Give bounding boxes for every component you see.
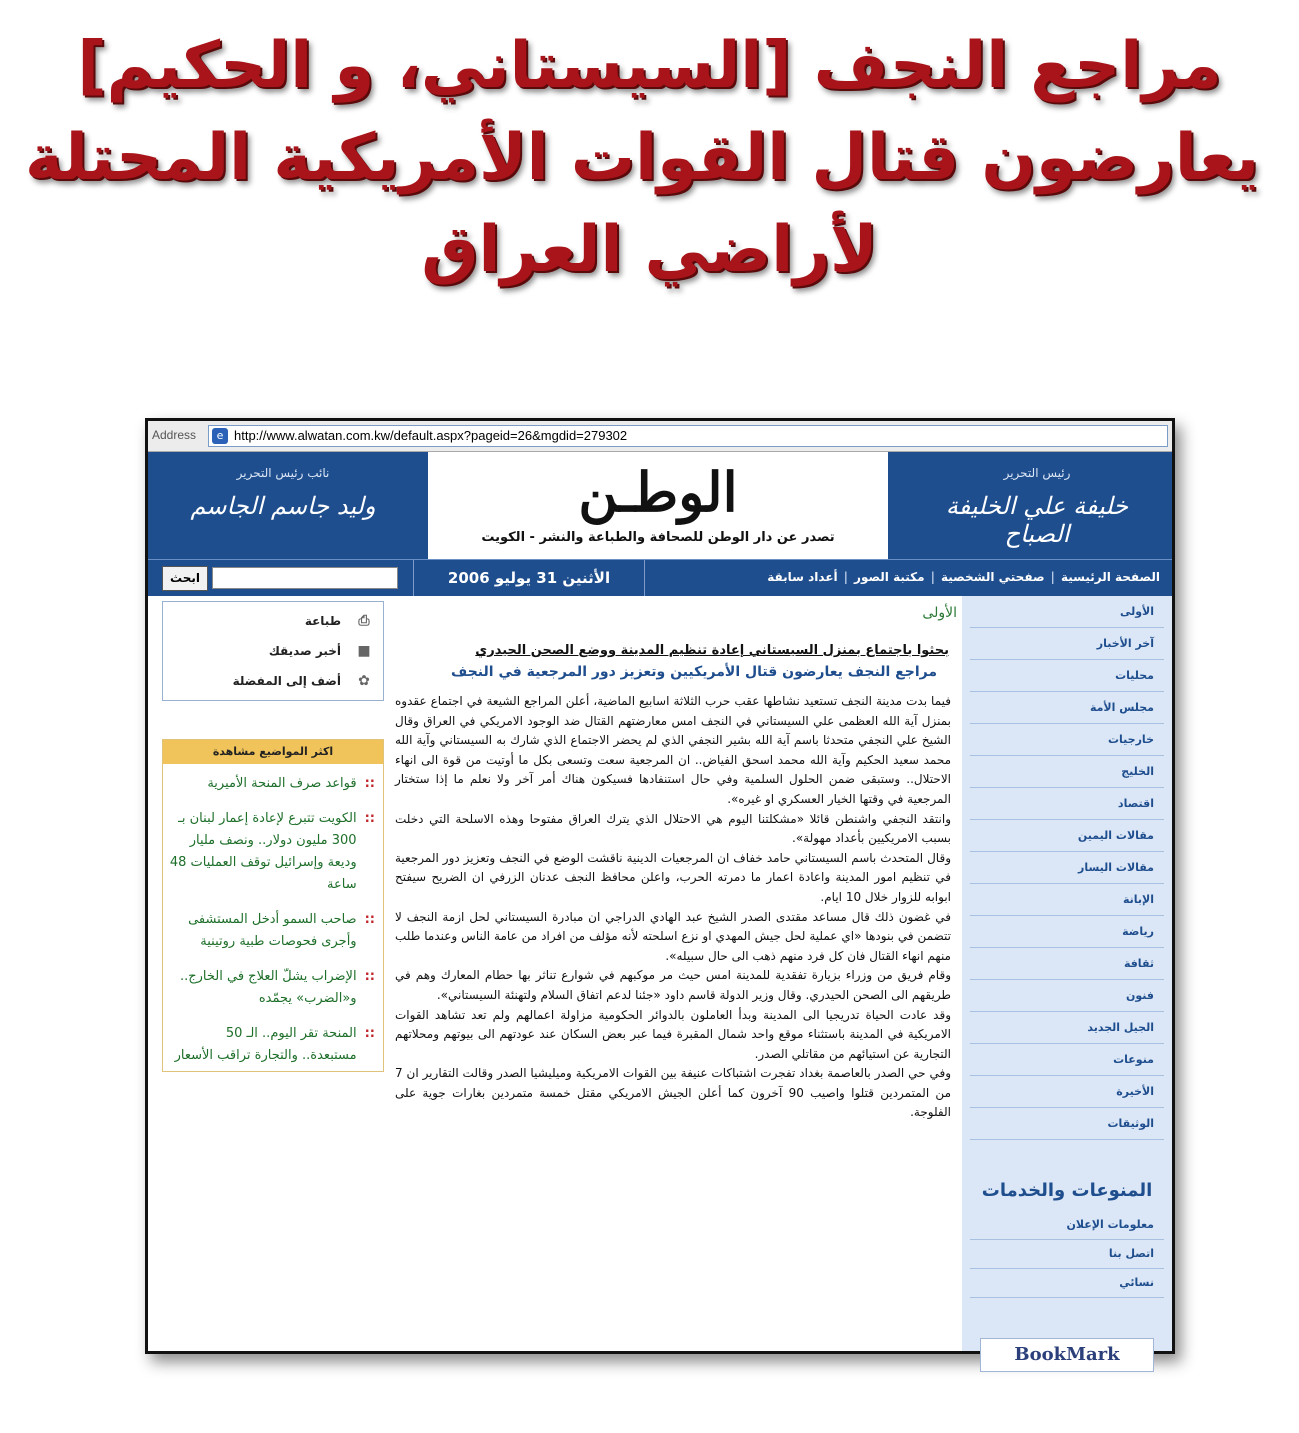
bullet-icon: ::	[364, 912, 375, 927]
tell-friend-label: أخبر صديقك	[268, 644, 341, 658]
bookmark-banner[interactable]: BookMark	[980, 1338, 1154, 1372]
section-link[interactable]: خارجيات	[970, 724, 1164, 756]
address-bar	[148, 421, 1172, 452]
tell-friend-button[interactable]	[171, 636, 375, 666]
add-favorite-button[interactable]	[171, 666, 375, 696]
nav-links	[767, 570, 1160, 584]
section-link[interactable]: الأخيرة	[970, 1076, 1164, 1108]
article-paragraph: فيما بدت مدينة النجف تستعيد نشاطها عقب حرب الثلاثة اسابيع الماضية، أعلن المراجع الشيعة في اجتماع عقدوه بمنزل آية الله العظمى علي السيستاني في النجف امس معارضتهم القتال ضد الوجود الامريكي في العراق وقال الشيخ علي النجفي متحدثا باسم آية الله بشير النجفي الذي لم يحضر الاجتماع الذي شارك به السيستاني وآية الله محمد سعيد الحكيم وآية الله محمد اسحق الفياض.. ان المرجعية سعت وتسعى بكل ما أوتيت من قوة الى انهاء الاحتلال.. وستبقى ضمن الحلول السلمية وفي حال استنفادها فسيكون هناك أمر آخر ولا نعلم ما إذا ستختار المرجعية في وقتها الخيار العسكري او غيره».	[395, 694, 951, 806]
article-body	[389, 692, 957, 1123]
section-link[interactable]: فنون	[970, 980, 1164, 1012]
section-link[interactable]: اقتصاد	[970, 788, 1164, 820]
section-link[interactable]: منوعات	[970, 1044, 1164, 1076]
nav-link-photo-library[interactable]: مكتبة الصور	[854, 570, 925, 584]
article-paragraph: وقال المتحدث باسم السيستاني حامد خفاف ان المرجعيات الدينية ناقشت الوضع في النجف وتعزيز دور المرجعية في تنظيم امور المدينة واعادة اعمار ما دمرته الحرب، واعلن محافظ النجف عدنان الزرفي ان الضريح سيفتح ابوابه للزوار خلال 10 ايام.	[395, 850, 951, 904]
most-read-link[interactable]: صاحب السمو أدخل المستشفى وأجرى فحوصات طبية روتينية	[188, 912, 357, 949]
service-link[interactable]: اتصل بنا	[970, 1240, 1164, 1269]
article-paragraph: في غضون ذلك قال مساعد مقتدى الصدر الشيخ عبد الهادي الدراجي ان مبادرة السيستاني لحل ازمة النجف لا تتضمن في بنودها «اي عملية لحل جيش المهدي او نزع اسلحته لأنه مؤلف من افراد من عامة الناس وعندما طلب منهم انهاء القتال فان كل فرد منهم ذهب الى حال سبيله».	[395, 909, 951, 963]
deputy-editor-block	[168, 466, 398, 520]
article-paragraph: وقام فريق من وزراء بزيارة تفقدية للمدينة امس حيث مر موكبهم في شوارع تناثر بها حطام المعارك وهم في طريقهم الى الصحن الحيدري. وقال وزير الدولة قاسم داود «جئنا لدعم اتفاق السلام ولتهنئة السيستاني».	[395, 968, 951, 1002]
section-link[interactable]: مجلس الأمة	[970, 692, 1164, 724]
article-paragraph: وقد عادت الحياة تدريجيا الى المدينة وبدأ العاملون بالدوائر الحكومية مزاولة اعمالهم ولم تعد تشاهد القوات الامريكية في المدينة باستثناء موقع واحد شمال المقبرة فيما عبر بعض السكان عند عودتهم الى بيوتهم ومحلاتهم التجارية عن استيائهم من مقاتلي الصدر.	[395, 1007, 951, 1061]
publisher-tagline: تصدر عن دار الوطن للصحافة والطباعة والنشر - الكويت	[481, 530, 835, 545]
editor-in-chief-name: خليفة علي الخليفة الصباح	[945, 492, 1129, 548]
masthead	[148, 452, 1172, 559]
most-read-link[interactable]: الإضراب يشلّ العلاج في الخارج.. و«الضرب» يجمّده	[180, 969, 357, 1006]
nav-link-my-page[interactable]: صفحتي الشخصية	[940, 570, 1045, 584]
most-read-item[interactable]	[163, 957, 383, 1014]
article-section-label: الأولى	[922, 605, 957, 621]
section-link[interactable]: مقالات اليمين	[970, 820, 1164, 852]
browser-screenshot	[145, 418, 1175, 1365]
article	[389, 601, 957, 1123]
logo-block[interactable]	[428, 452, 888, 559]
nav-separator: |	[930, 570, 935, 584]
bullet-icon: ::	[364, 1026, 375, 1041]
most-read-item[interactable]	[163, 764, 383, 799]
section-link[interactable]: الإبانة	[970, 884, 1164, 916]
section-link[interactable]: الأولى	[970, 596, 1164, 628]
section-link[interactable]: رياضة	[970, 916, 1164, 948]
alwatan-logo[interactable]: الوطـن	[578, 460, 738, 524]
editor-in-chief-block	[922, 466, 1152, 548]
article-paragraph: وفي حي الصدر بالعاصمة بغداد تفجرت اشتباكات عنيفة بين القوات الامريكية وميليشيا الصدر وقالت التقارير ان 7 من المتمردين قتلوا واصيب 90 آخرون كما أعلن الجيش الامريكي مقتل خمسة متمردين بغارات جوية على الفلوجة.	[395, 1066, 951, 1120]
top-navbar	[148, 559, 1172, 596]
services-title: المنوعات والخدمات	[981, 1180, 1153, 1201]
service-link[interactable]: نسائي	[970, 1269, 1164, 1298]
bullet-icon: ::	[364, 776, 375, 791]
printer-icon: ⎙	[358, 613, 370, 629]
most-read-item[interactable]	[163, 1014, 383, 1071]
most-read-title: اكثر المواضيع مشاهدة	[163, 740, 383, 764]
nav-link-home[interactable]: الصفحة الرئيسية	[1060, 570, 1160, 584]
sections-sidebar	[962, 596, 1172, 1365]
section-link[interactable]: الخليج	[970, 756, 1164, 788]
address-input[interactable]	[208, 425, 1168, 447]
most-read-box	[162, 739, 384, 1072]
print-label: طباعة	[304, 614, 341, 628]
nav-link-archive[interactable]: أعداد سابقة	[767, 570, 838, 584]
section-link[interactable]: مقالات اليسار	[970, 852, 1164, 884]
article-title: بحثوا باجتماع بمنزل السيستاني إعادة تنظيم المدينة ووضع الصحن الحيدري	[475, 643, 949, 658]
deputy-editor-role: نائب رئيس التحرير	[236, 466, 330, 480]
page-headline	[24, 20, 1259, 296]
article-paragraph: وانتقد النجفي واشنطن قائلا «مشكلتنا اليوم هي الاحتلال الذي يترك العراق مفتوحا وهذه الاسلحة التي دخلت بسبب الامريكيين بأعداد مهولة».	[395, 811, 951, 846]
address-url[interactable]: http://www.alwatan.com.kw/default.aspx?pageid=26&mgdid=279302	[234, 428, 628, 443]
page-icon: e	[212, 428, 228, 444]
section-link[interactable]: آخر الأخبار	[970, 628, 1164, 660]
search-input[interactable]	[212, 567, 398, 589]
editor-in-chief-role: رئيس التحرير	[1003, 466, 1071, 480]
print-button[interactable]	[171, 606, 375, 636]
address-label: Address	[152, 428, 197, 442]
most-read-link[interactable]: المنحة تقر اليوم.. الـ 50 مستبعدة.. والتجارة تراقب الأسعار	[174, 1026, 357, 1063]
bullet-icon: ::	[364, 969, 375, 984]
section-link[interactable]: الوثيقات	[970, 1108, 1164, 1140]
headline-line-2: يعارضون قتال القوات الأمريكية المحتلة	[24, 121, 1259, 195]
section-link[interactable]: محليات	[970, 660, 1164, 692]
headline-line-3: لأراضي العراق	[421, 213, 878, 287]
most-read-item[interactable]	[163, 799, 383, 900]
add-favorite-label: أضف إلى المفضلة	[232, 674, 341, 688]
chat-bubble-icon: ■	[357, 643, 371, 659]
most-read-link[interactable]: الكويت تتبرع لإعادة إعمار لبنان بـ 300 مليون دولار.. ونصف مليار وديعة وإسرائيل توقف العمليات 48 ساعة	[169, 811, 357, 892]
most-read-link[interactable]: قواعد صرف المنحة الأميرية	[207, 776, 357, 791]
nav-separator: |	[843, 570, 849, 584]
bullet-icon: ::	[364, 811, 375, 826]
headline-line-1: مراجع النجف [السيستاني، و الحكيم]	[77, 29, 1222, 103]
flower-icon: ✿	[358, 673, 370, 689]
most-read-item[interactable]	[163, 900, 383, 957]
article-tools	[162, 601, 384, 701]
service-link[interactable]: معلومات الإعلان	[970, 1211, 1164, 1240]
section-link[interactable]: الجيل الجديد	[970, 1012, 1164, 1044]
section-link[interactable]: ثقافة	[970, 948, 1164, 980]
search-button[interactable]: ابحث	[162, 566, 208, 591]
deputy-editor-name: وليد جاسم الجاسم	[190, 492, 376, 520]
article-subtitle: مراجع النجف يعارضون قتال الأمريكيين وتعزيز دور المرجعية في النجف	[451, 664, 937, 680]
left-sidebar	[162, 601, 384, 1072]
issue-date: الأثنين 31 يوليو 2006	[413, 560, 645, 596]
nav-separator: |	[1050, 570, 1055, 584]
